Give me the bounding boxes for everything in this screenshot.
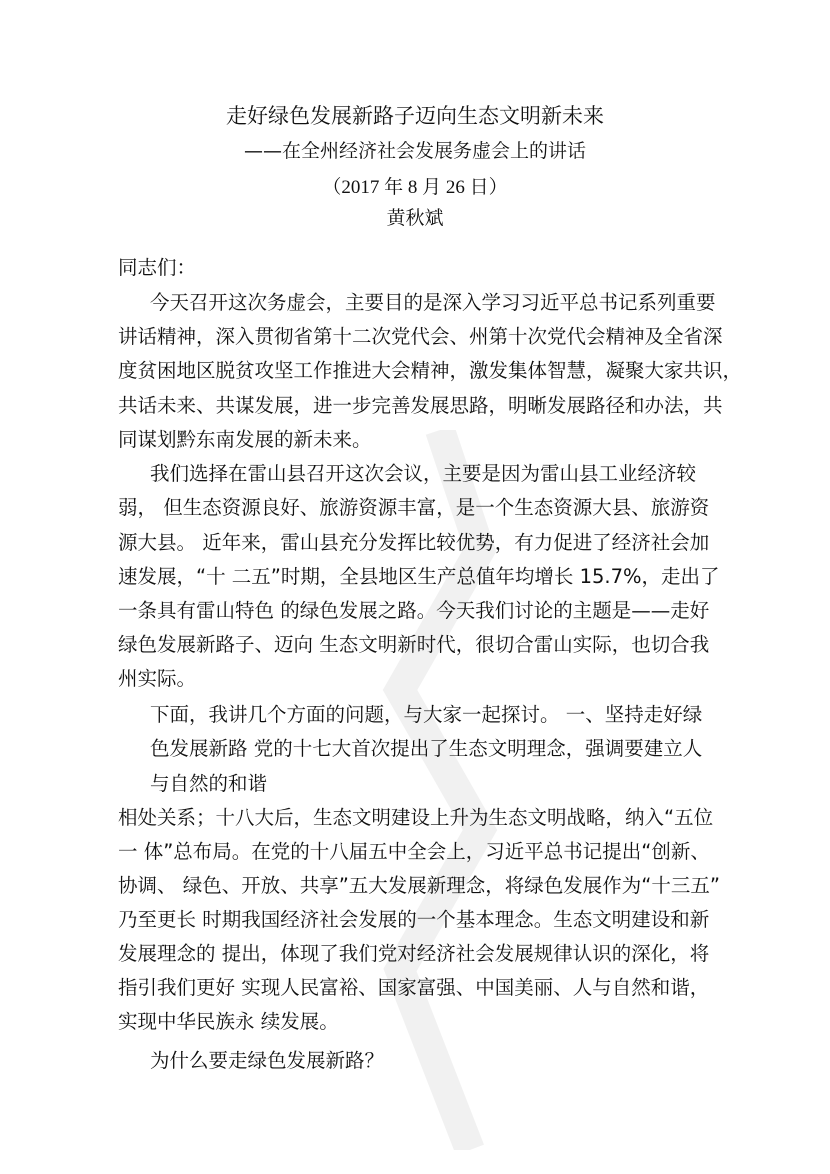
- paragraph-line: 今天召开这次务虚会，主要目的是深入学习习近平总书记系列重要: [150, 291, 716, 314]
- paragraph-line: 协调、 绿色、开放、共享”五大发展新理念，将绿色发展作为“十三五”: [118, 874, 721, 897]
- paragraph-line: 一 体”总布局。在党的十八届五中全会上，习近平总书记提出“创新、: [118, 840, 710, 863]
- paragraph-line: 弱， 但生态资源良好、旅游资源丰富，是一个生态资源大县、旅游资: [118, 496, 710, 519]
- paragraph-line: 与自然的和谐: [150, 772, 268, 795]
- document-author: 黄秋斌: [386, 207, 444, 229]
- paragraph-line: 州实际。: [118, 667, 197, 690]
- paragraph-line: 度贫困地区脱贫攻坚工作推进大会精神，激发集体智慧，凝聚大家共识，: [118, 359, 743, 382]
- paragraph-line: 共话未来、共谋发展，进一步完善发展思路，明晰发展路径和办法，共: [118, 394, 723, 417]
- paragraph-line: 我们选择在雷山县召开这次会议，主要是因为雷山县工业经济较: [150, 462, 697, 485]
- paragraph-line: 一条具有雷山特色 的绿色发展之路。今天我们讨论的主题是——走好: [118, 599, 710, 622]
- salutation: 同志们：: [118, 256, 197, 279]
- paragraph-line: 下面，我讲几个方面的问题，与大家一起探讨。 一、坚持走好绿: [150, 703, 703, 726]
- section-question: 为什么要走绿色发展新路？: [150, 1049, 385, 1072]
- paragraph-line: 发展理念的 提出，体现了我们党对经济社会发展规律认识的深化，将: [118, 942, 710, 965]
- paragraph-line: 绿色发展新路子、迈向 生态文明新时代，很切合雷山实际，也切合我: [118, 633, 710, 656]
- paragraph-line: 源大县。 近年来，雷山县充分发挥比较优势，有力促进了经济社会加: [118, 531, 710, 554]
- paragraph-line: 实现中华民族永 续发展。: [118, 1010, 339, 1033]
- paragraph-line: 指引我们更好 实现人民富裕、国家富强、中国美丽、人与自然和谐，: [118, 976, 710, 999]
- document-title: 走好绿色发展新路子迈向生态文明新未来: [226, 104, 604, 128]
- document-date: （2017 年 8 月 26 日）: [322, 177, 508, 198]
- paragraph-line: 讲话精神，深入贯彻省第十二次党代会、州第十次党代会精神及全省深: [118, 325, 723, 348]
- document-subtitle: ——在全州经济社会发展务虚会上的讲话: [243, 140, 586, 162]
- paragraph-line: 速发展，“十 二五”时期，全县地区生产总值年均增长 15.7%，走出了: [118, 565, 720, 588]
- paragraph-line: 同谋划黔东南发展的新未来。: [118, 428, 372, 451]
- paragraph-line: 相处关系；十八大后，生态文明建设上升为生态文明战略，纳入“五位: [118, 806, 714, 829]
- paragraph-line: 乃至更长 时期我国经济社会发展的一个基本理念。生态文明建设和新: [118, 908, 710, 931]
- paragraph-line: 色发展新路 党的十七大首次提出了生态文明理念，强调要建立人: [150, 737, 703, 760]
